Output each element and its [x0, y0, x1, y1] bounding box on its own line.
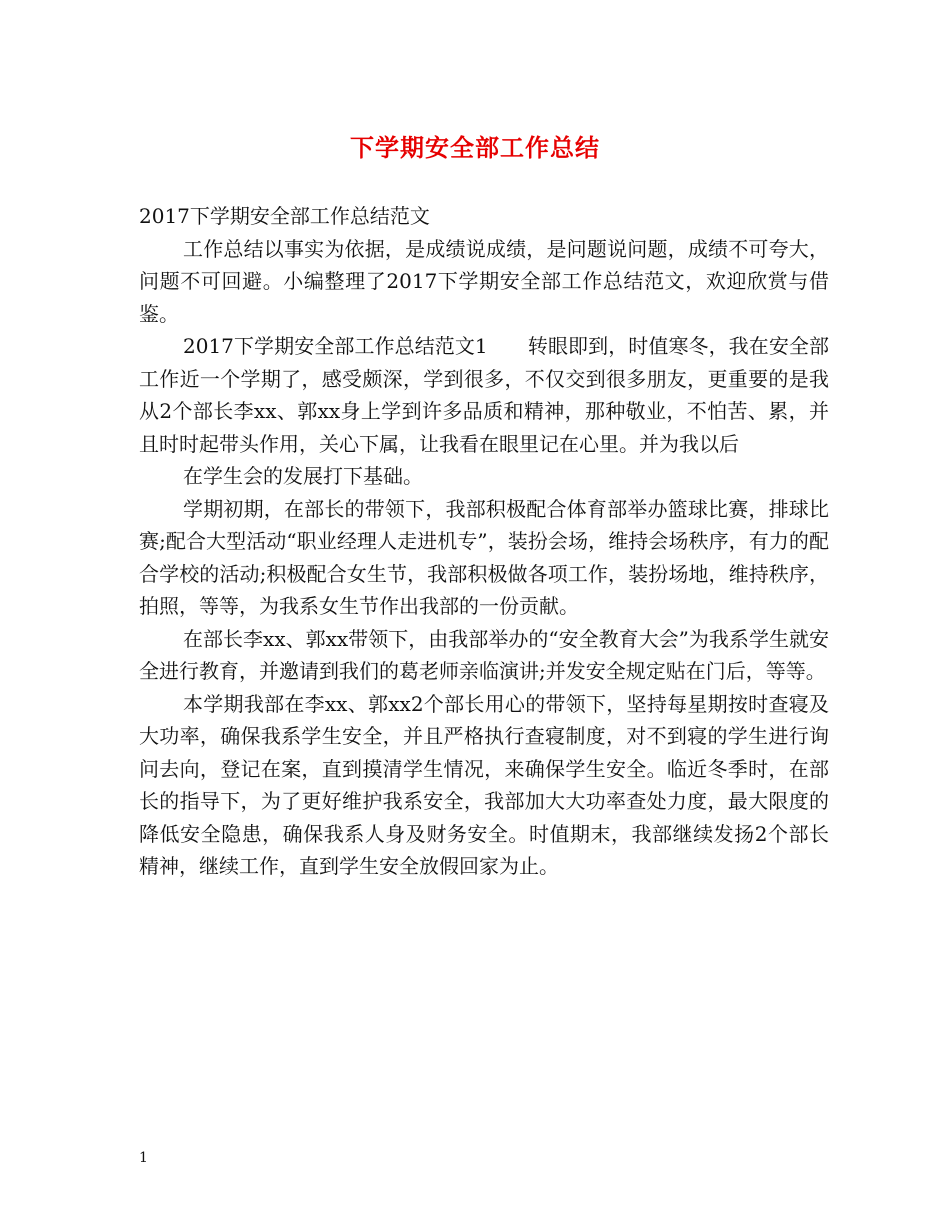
paragraph-intro: 工作总结以事实为依据，是成绩说成绩，是问题说问题，成绩不可夸大，问题不可回避。小编整理了2017下学期安全部工作总结范文，欢迎欣赏与借鉴。 — [139, 236, 829, 326]
page-number: 1 — [139, 1150, 148, 1166]
paragraph-5: 本学期我部在李xx、郭xx2个部长用心的带领下，坚持每星期按时查寝及大功率，确保我系学生安全，并且严格执行查寝制度，对不到寝的学生进行询问去向，登记在案，直到摸清学生情况，来确保学生安全。临近冬季时，在部长的指导下，为了更好维护我系安全，我部加大大功率查处力度，最大限度的降低安全隐患，确保我系人身及财务安全。时值期末，我部继续发扬2个部长精神，继续工作，直到学生安全放假回家为止。 — [139, 691, 829, 878]
paragraph-2: 在学生会的发展打下基础。 — [183, 464, 423, 488]
paragraph-1: 2017下学期安全部工作总结范文1 转眼即到，时值寒冬，我在安全部工作近一个学期了，感受颇深，学到很多，不仅交到很多朋友，更重要的是我从2个部长李xx、郭xx身上学到许多品质和精神，那种敬业，不怕苦、累，并且时时起带头作用，关心下属，让我看在眼里记在心里。并为我以后 — [139, 334, 829, 456]
paragraph-4: 在部长李xx、郭xx带领下，由我部举办的“安全教育大会”为我系学生就安全进行教育，并邀请到我们的葛老师亲临演讲;并发安全规定贴在门后，等等。 — [139, 626, 829, 683]
paragraph-3: 学期初期，在部长的带领下，我部积极配合体育部举办篮球比赛，排球比赛;配合大型活动“职业经理人走进机专”，装扮会场，维持会场秩序，有力的配合学校的活动;积极配合女生节，我部积极做各项工作，装扮场地，维持秩序，拍照，等等，为我系女生节作出我部的一份贡献。 — [139, 496, 829, 618]
document-body — [139, 200, 829, 883]
document-subtitle: 2017下学期安全部工作总结范文 — [139, 204, 430, 228]
document-title: 下学期安全部工作总结 — [350, 133, 600, 162]
